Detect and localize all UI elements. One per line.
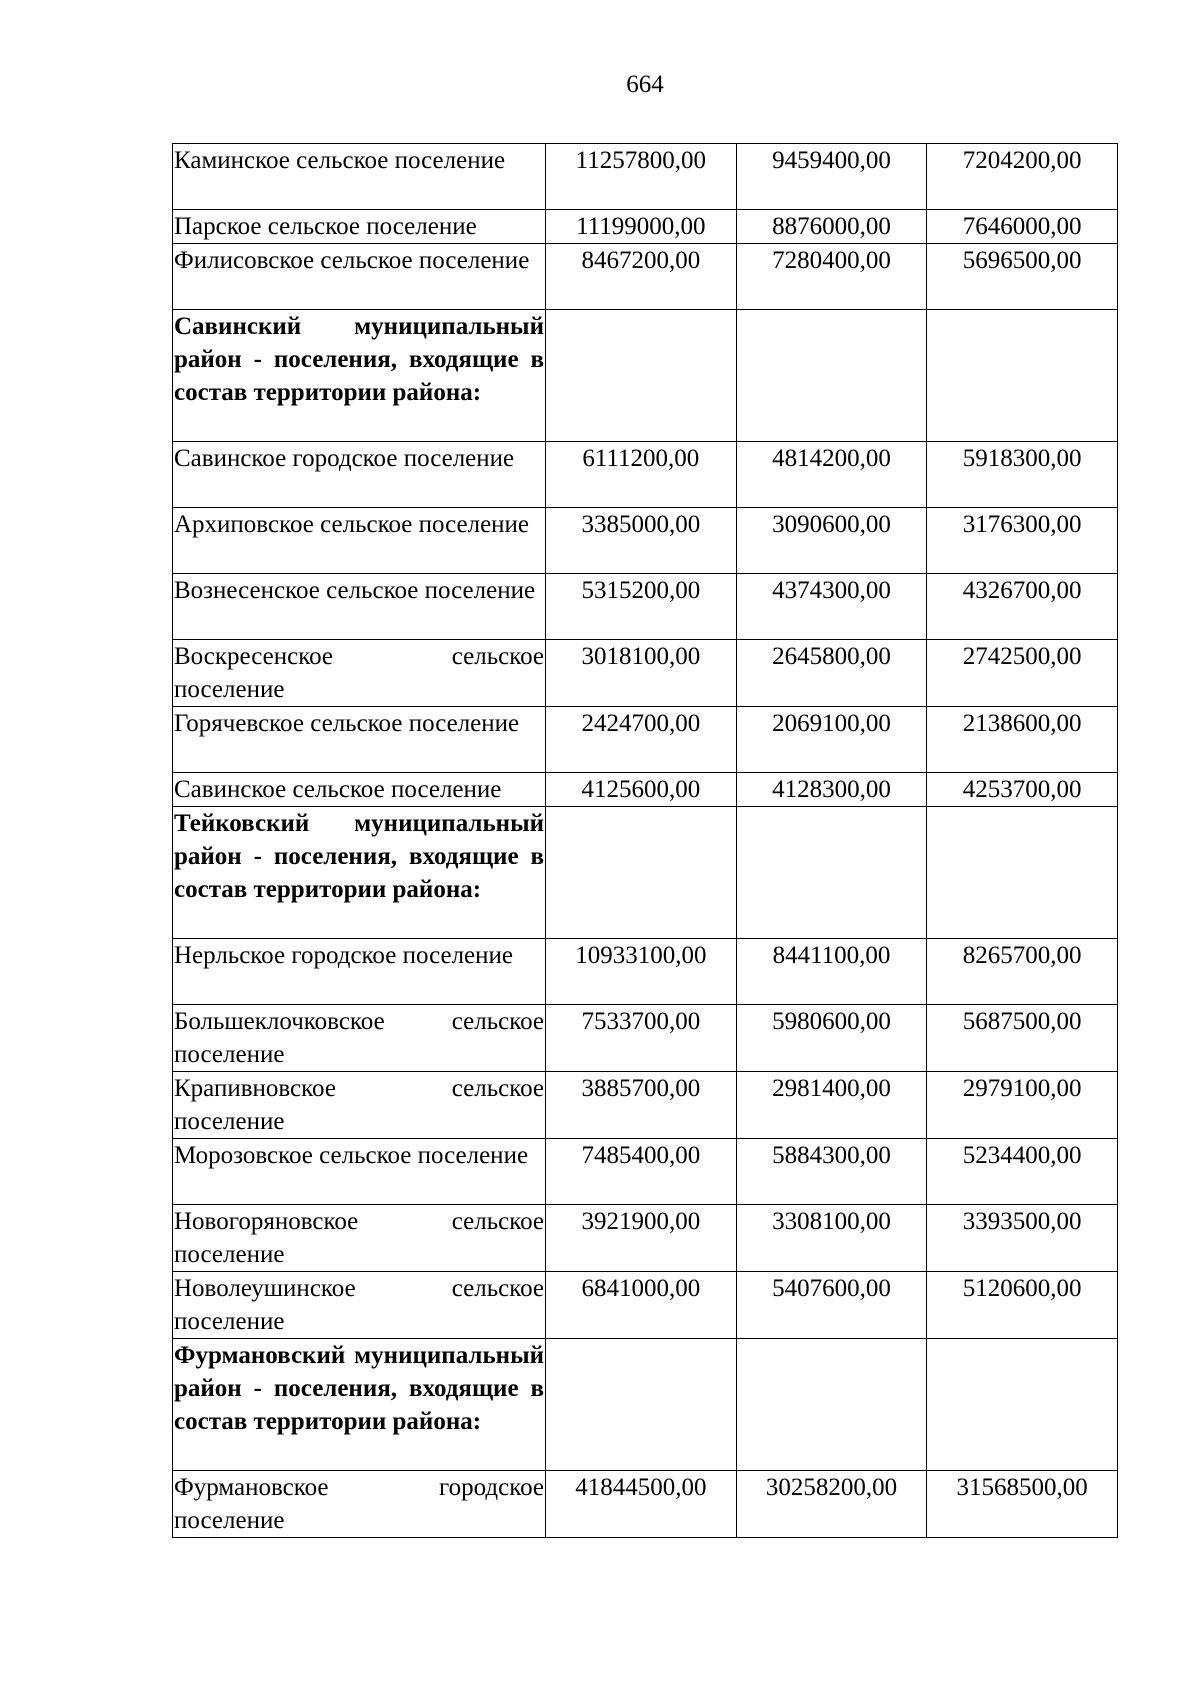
- settlement-name: Новолеушинское сельское поселение: [173, 1272, 546, 1339]
- table-row: [173, 508, 1118, 574]
- value-cell: 8441100,00: [736, 939, 927, 1005]
- district-heading-row: [173, 1339, 1118, 1471]
- settlement-name: Нерльское городское поселение: [173, 939, 546, 1005]
- empty-cell: [546, 1339, 737, 1471]
- table-row: [173, 1072, 1118, 1139]
- value-cell: 2979100,00: [927, 1072, 1118, 1139]
- settlement-name: Морозовское сельское поселение: [173, 1139, 546, 1205]
- district-heading-row: [173, 807, 1118, 939]
- table-row: [173, 1272, 1118, 1339]
- value-cell: 3090600,00: [736, 508, 927, 574]
- district-heading: Фурмановский муниципальный район - поселения, входящие в состав территории района:: [173, 1339, 546, 1471]
- value-cell: 2742500,00: [927, 640, 1118, 707]
- value-cell: 4326700,00: [927, 574, 1118, 640]
- table-row: [173, 1205, 1118, 1272]
- value-cell: 5884300,00: [736, 1139, 927, 1205]
- table-row: [173, 707, 1118, 773]
- settlement-name: Савинское городское поселение: [173, 442, 546, 508]
- empty-cell: [927, 1339, 1118, 1471]
- table-row: [173, 210, 1118, 244]
- table-row: [173, 1005, 1118, 1072]
- value-cell: 3885700,00: [546, 1072, 737, 1139]
- value-cell: 2138600,00: [927, 707, 1118, 773]
- table-row: [173, 1471, 1118, 1538]
- value-cell: 5918300,00: [927, 442, 1118, 508]
- value-cell: 5120600,00: [927, 1272, 1118, 1339]
- value-cell: 30258200,00: [736, 1471, 927, 1538]
- value-cell: 6111200,00: [546, 442, 737, 508]
- table-row: [173, 640, 1118, 707]
- table-row: [173, 144, 1118, 210]
- value-cell: 7204200,00: [927, 144, 1118, 210]
- value-cell: 5687500,00: [927, 1005, 1118, 1072]
- value-cell: 2645800,00: [736, 640, 927, 707]
- value-cell: 4128300,00: [736, 773, 927, 807]
- settlement-name: Парское сельское поселение: [173, 210, 546, 244]
- settlement-name: Новогоряновское сельское поселение: [173, 1205, 546, 1272]
- value-cell: 3393500,00: [927, 1205, 1118, 1272]
- value-cell: 7485400,00: [546, 1139, 737, 1205]
- value-cell: 3018100,00: [546, 640, 737, 707]
- value-cell: 3176300,00: [927, 508, 1118, 574]
- value-cell: 7646000,00: [927, 210, 1118, 244]
- value-cell: 8876000,00: [736, 210, 927, 244]
- table-row: [173, 1139, 1118, 1205]
- district-heading-row: [173, 310, 1118, 442]
- settlement-name: Савинское сельское поселение: [173, 773, 546, 807]
- value-cell: 4374300,00: [736, 574, 927, 640]
- settlement-name: Филисовское сельское поселение: [173, 244, 546, 310]
- district-heading: Савинский муниципальный район - поселения, входящие в состав территории района:: [173, 310, 546, 442]
- settlement-name: Большеклочковское сельское поселение: [173, 1005, 546, 1072]
- settlement-name: Вознесенское сельское поселение: [173, 574, 546, 640]
- value-cell: 4253700,00: [927, 773, 1118, 807]
- table-row: [173, 442, 1118, 508]
- district-heading: Тейковский муниципальный район - поселения, входящие в состав территории района:: [173, 807, 546, 939]
- settlement-name: Архиповское сельское поселение: [173, 508, 546, 574]
- empty-cell: [736, 310, 927, 442]
- settlement-name: Крапивновское сельское поселение: [173, 1072, 546, 1139]
- value-cell: 31568500,00: [927, 1471, 1118, 1538]
- value-cell: 5696500,00: [927, 244, 1118, 310]
- value-cell: 4814200,00: [736, 442, 927, 508]
- value-cell: 2424700,00: [546, 707, 737, 773]
- value-cell: 3385000,00: [546, 508, 737, 574]
- value-cell: 3308100,00: [736, 1205, 927, 1272]
- table-row: [173, 244, 1118, 310]
- value-cell: 8265700,00: [927, 939, 1118, 1005]
- settlement-name: Воскресенское сельское поселение: [173, 640, 546, 707]
- value-cell: 9459400,00: [736, 144, 927, 210]
- value-cell: 7280400,00: [736, 244, 927, 310]
- settlement-name: Фурмановское городское поселение: [173, 1471, 546, 1538]
- settlement-name: Каминское сельское поселение: [173, 144, 546, 210]
- value-cell: 6841000,00: [546, 1272, 737, 1339]
- empty-cell: [927, 807, 1118, 939]
- value-cell: 4125600,00: [546, 773, 737, 807]
- table-row: [173, 574, 1118, 640]
- value-cell: 8467200,00: [546, 244, 737, 310]
- table-row: [173, 939, 1118, 1005]
- value-cell: 7533700,00: [546, 1005, 737, 1072]
- value-cell: 5407600,00: [736, 1272, 927, 1339]
- empty-cell: [927, 310, 1118, 442]
- empty-cell: [546, 807, 737, 939]
- value-cell: 10933100,00: [546, 939, 737, 1005]
- empty-cell: [546, 310, 737, 442]
- value-cell: 41844500,00: [546, 1471, 737, 1538]
- table-row: [173, 773, 1118, 807]
- page-number: 664: [626, 71, 664, 98]
- value-cell: 2981400,00: [736, 1072, 927, 1139]
- value-cell: 5315200,00: [546, 574, 737, 640]
- settlement-name: Горячевское сельское поселение: [173, 707, 546, 773]
- value-cell: 11257800,00: [546, 144, 737, 210]
- value-cell: 11199000,00: [546, 210, 737, 244]
- empty-cell: [736, 1339, 927, 1471]
- value-cell: 2069100,00: [736, 707, 927, 773]
- value-cell: 3921900,00: [546, 1205, 737, 1272]
- empty-cell: [736, 807, 927, 939]
- value-cell: 5980600,00: [736, 1005, 927, 1072]
- budget-table: [172, 143, 1118, 1538]
- value-cell: 5234400,00: [927, 1139, 1118, 1205]
